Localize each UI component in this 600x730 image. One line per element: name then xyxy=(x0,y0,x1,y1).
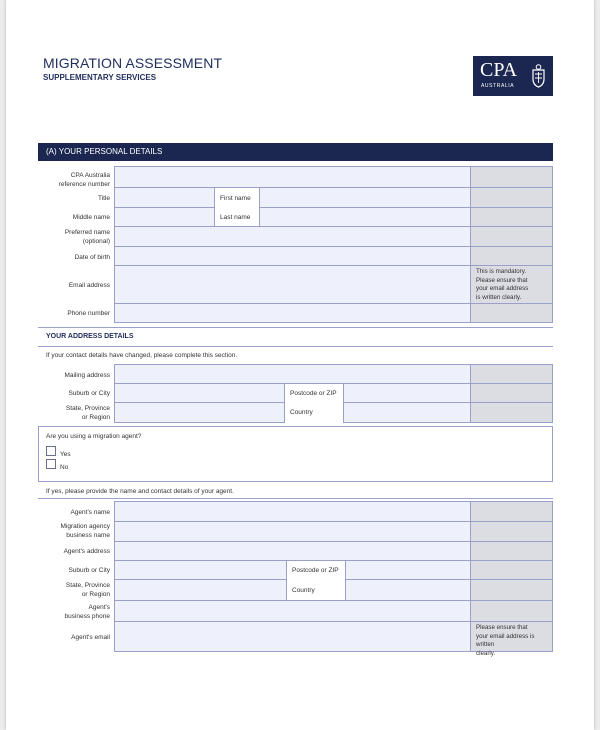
mailing-address-label: Mailing address xyxy=(64,372,110,379)
agent-phone-side xyxy=(470,600,553,622)
email-label: Email address xyxy=(68,282,110,289)
agent-state-line1: State, Province xyxy=(65,582,110,589)
crest-icon xyxy=(530,63,547,89)
agent-address-field[interactable] xyxy=(114,541,471,561)
state-label-line2: or Region xyxy=(81,414,110,421)
logo-subtext: AUSTRALIA xyxy=(481,83,515,89)
address-heading: YOUR ADDRESS DETAILS xyxy=(46,333,134,340)
agent-email-label: Agent's email xyxy=(71,634,110,641)
preferred-name-label xyxy=(40,228,110,246)
cpa-ref-label-line2: reference number xyxy=(58,181,110,188)
state-label-line1: State, Province xyxy=(65,405,110,412)
no-label: No xyxy=(60,464,69,471)
dob-label: Date of birth xyxy=(74,254,110,261)
cpa-ref-side xyxy=(470,166,553,188)
agent-suburb-label: Suburb or City xyxy=(68,567,110,574)
postcode-label: Postcode or ZIP xyxy=(285,384,343,402)
document-subtitle: SUPPLEMENTARY SERVICES xyxy=(43,73,157,82)
state-label xyxy=(40,404,110,422)
email-field[interactable] xyxy=(114,265,471,304)
note-line: Please ensure that xyxy=(476,276,528,284)
cpa-ref-field[interactable] xyxy=(114,166,471,188)
no-checkbox[interactable] xyxy=(46,459,56,469)
title-label: Title xyxy=(97,195,110,202)
note-line: your email address xyxy=(476,632,529,640)
agent-phone-field[interactable] xyxy=(114,600,471,622)
postcode-field[interactable] xyxy=(343,383,471,403)
suburb-label: Suburb or City xyxy=(68,390,110,397)
agent-state-field[interactable] xyxy=(114,579,287,601)
agent-intro: If yes, please provide the name and contact details of your agent. xyxy=(46,488,234,495)
agent-postcode-field[interactable] xyxy=(345,560,471,580)
agent-question: Are you using a migration agent? xyxy=(46,433,142,440)
agent-phone-line1: Agent's xyxy=(88,604,110,611)
agency-label-line1: Migration agency xyxy=(60,523,110,530)
agent-postcode-label: Postcode or ZIP xyxy=(287,561,345,579)
mailing-address-field[interactable] xyxy=(114,364,471,384)
preferred-name-side xyxy=(470,226,553,247)
last-name-field[interactable] xyxy=(259,207,471,227)
agency-name-label xyxy=(40,522,110,540)
yes-label: Yes xyxy=(60,451,71,458)
note-line: This is mandatory. xyxy=(476,268,527,275)
yes-checkbox[interactable] xyxy=(46,446,56,456)
agent-phone-line2: business phone xyxy=(64,613,110,620)
cpa-ref-label-line1: CPA Australia xyxy=(70,172,110,179)
document-title: MIGRATION ASSESSMENT xyxy=(43,55,223,71)
note-line: your email address xyxy=(476,285,529,292)
divider xyxy=(38,498,553,499)
agent-phone-label xyxy=(40,603,110,621)
preferred-name-line2: (optional) xyxy=(82,238,110,245)
email-mandatory-note xyxy=(476,268,552,302)
agency-name-field[interactable] xyxy=(114,521,471,542)
first-name-side xyxy=(470,187,553,208)
agent-state-line2: or Region xyxy=(81,591,110,598)
agent-country-field[interactable] xyxy=(345,579,471,601)
agent-suburb-field[interactable] xyxy=(114,560,287,580)
agency-name-side xyxy=(470,521,553,542)
logo-text: CPA xyxy=(480,59,518,81)
agency-label-line2: business name xyxy=(66,532,110,539)
note-line: is written xyxy=(476,632,535,648)
phone-side xyxy=(470,303,553,323)
dob-side xyxy=(470,246,553,266)
divider xyxy=(38,327,553,328)
agent-address-side xyxy=(470,541,553,561)
middle-name-label: Middle name xyxy=(72,214,110,221)
last-name-label: Last name xyxy=(215,208,259,226)
divider xyxy=(38,346,553,347)
agent-state-label xyxy=(40,581,110,599)
agent-address-label: Agent's address xyxy=(63,548,110,555)
first-name-field[interactable] xyxy=(259,187,471,208)
phone-label: Phone number xyxy=(67,310,110,317)
agent-email-field[interactable] xyxy=(114,621,471,652)
preferred-name-field[interactable] xyxy=(114,226,471,247)
agent-name-side xyxy=(470,501,553,522)
dob-field[interactable] xyxy=(114,246,471,266)
state-field[interactable] xyxy=(114,402,285,423)
section-a-header: (A) YOUR PERSONAL DETAILS xyxy=(38,143,553,161)
title-field[interactable] xyxy=(114,187,215,208)
last-name-side xyxy=(470,207,553,227)
phone-field[interactable] xyxy=(114,303,471,323)
country-field[interactable] xyxy=(343,402,471,423)
note-line: is written clearly. xyxy=(476,293,522,301)
agent-country-side xyxy=(470,579,553,601)
note-line: clearly. xyxy=(476,649,496,657)
cpa-ref-label xyxy=(40,171,110,189)
agent-email-note xyxy=(476,624,552,658)
country-label: Country xyxy=(285,403,343,422)
agent-name-label: Agent's name xyxy=(70,509,110,516)
mailing-address-side xyxy=(470,364,553,384)
agent-country-label: Country xyxy=(287,580,345,600)
note-line: Please ensure that xyxy=(476,624,528,631)
agent-postcode-side xyxy=(470,560,553,580)
preferred-name-line1: Preferred name xyxy=(64,229,110,236)
postcode-side xyxy=(470,383,553,403)
agent-name-field[interactable] xyxy=(114,501,471,522)
suburb-field[interactable] xyxy=(114,383,285,403)
country-side xyxy=(470,402,553,423)
first-name-label: First name xyxy=(215,188,259,207)
cpa-logo xyxy=(473,56,553,96)
middle-name-field[interactable] xyxy=(114,207,215,227)
address-intro: If your contact details have changed, please complete this section. xyxy=(46,352,238,359)
